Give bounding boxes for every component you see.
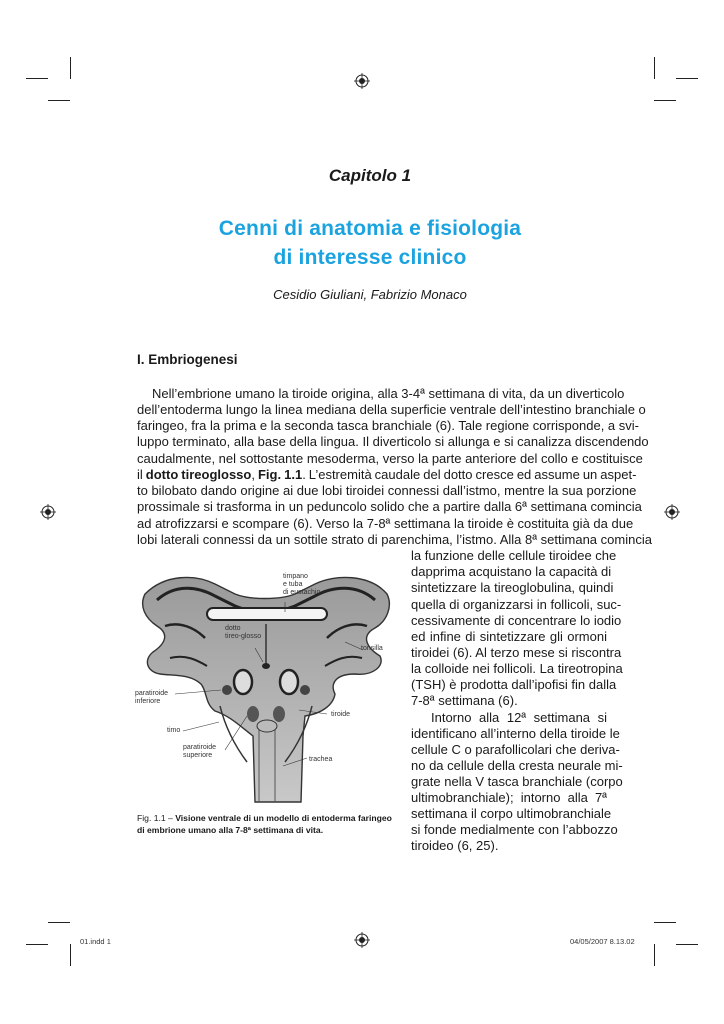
right-column-line: sintetizzare la tireoglobulina, quindi [411,580,614,595]
body-line: dell’entoderma lungo la linea mediana della superficie ventrale dell’intestino branchiale o [137,402,646,417]
right-column-line: dapprima acquistano la capacità di [411,564,612,579]
right-column-line: cessivamente di concentrare lo iodio [411,613,622,628]
right-column-line: no da cellule della cresta neurale mi- [411,758,623,773]
right-column-line: cellule C o parafollicolari che deriva- [411,742,620,757]
registration-mark-left-icon [40,504,56,520]
chapter-title-line-2: di interesse clinico [273,246,467,269]
crop-mark-tr-h [676,78,698,79]
right-column-line: ed infine di sintetizzare gli ormoni [411,629,607,644]
crop-mark-bl-h [48,922,70,923]
body-line-start: il [137,467,146,482]
figure-pharyngeal-endoderm [135,566,397,808]
label-di-eustachio: di eustachio [283,589,321,596]
label-paratiroide-inferiore-1: paratiroide [135,690,169,697]
figure-caption [137,813,407,836]
right-column-line: si fonde medialmente con l’abbozzo [411,822,618,837]
crop-mark-br-h2 [676,944,698,945]
registration-mark-right-icon [664,504,680,520]
crop-mark-bl-h2 [26,944,48,945]
section-heading: I. Embriogenesi [137,352,238,367]
body-line: to bilobato dando origine ai due lobi tiroidei connessi dall’istmo, mentre la sua porzione [137,483,637,498]
chapter-label: Capitolo 1 [328,166,412,185]
crop-mark-tl-h [26,78,48,79]
body-line: lobi laterali connessi da un sottile strato di parenchima, l’istmo. Alla 8ª settimana comincia [137,532,652,547]
label-timpano: timpano [283,573,308,580]
right-column-line: identificano all’interno della tiroide le [411,726,620,741]
term-dotto-tireoglosso: dotto tireoglosso [145,467,252,482]
label-paratiroide-inferiore-2: inferiore [135,698,161,705]
body-line: ad atrofizzarsi e scompare (6). Verso la 7-8ª settimana la tiroide è costituita già da due [137,516,634,531]
crop-mark-br-h [654,922,676,923]
body-line [137,467,637,483]
body-line: Nell’embrione umano la tiroide origina, alla 3-4ª settimana di vita, da un diverticolo [152,386,625,401]
label-timo: timo [167,727,181,734]
crop-mark-tr-v [654,57,655,79]
caption-text-2: di embrione umano alla 7-8ª settimana di vita. [137,824,324,835]
body-line: luppo terminato, alla base della lingua. Il diverticolo si allunga e si canalizza discendendo [137,434,649,449]
right-column-line: (TSH) è prodotta dall’ipofisi fin dalla [411,677,617,692]
label-trachea: trachea [309,756,333,763]
label-tonsilla: tonsilla [361,645,383,652]
body-line: caudalmente, nel sottostante mesoderma, verso la parte anteriore del collo e costituisce [137,451,643,466]
comma: , [251,467,258,482]
body-line: faringeo, fra la prima e la seconda tasca branchiale (6). Tale regione corrisponde, a svi- [137,418,639,433]
caption-text-1: Visione ventrale di un modello di entoderma faringeo [175,813,392,823]
crop-mark-br-v [654,944,655,966]
registration-mark-top-icon [354,73,370,89]
crop-mark-bl-v [70,944,71,966]
crop-mark-tl-h2 [48,100,70,101]
right-column-line: grate nella V tasca branchiale (corpo [411,774,623,789]
body-line-tail: . L’estremità caudale del dotto cresce ed assume un aspet- [302,467,637,482]
label-paratiroide-superiore-1: paratiroide [183,744,217,751]
crop-mark-tl-v [70,57,71,79]
footer-file-name: 01.indd 1 [80,937,111,946]
right-column-line: la funzione delle cellule tiroidee che [411,548,617,563]
caption-prefix: Fig. 1.1 – [137,813,176,823]
right-column-line: tiroidei (6). Al terzo mese si riscontra [411,645,622,660]
right-column-line: tiroideo (6, 25). [411,838,499,853]
right-column-line: quella di organizzarsi in follicoli, suc- [411,597,622,612]
right-column-line: la colloide nei follicoli. La tireotropina [411,661,623,676]
body-line: prossimale si trasforma in un peduncolo solido che a partire dalla 6ª settimana comincia [137,499,642,514]
authors: Cesidio Giuliani, Fabrizio Monaco [273,287,467,302]
footer-timestamp: 04/05/2007 8.13.02 [570,937,635,946]
chapter-title-line-1: Cenni di anatomia e fisiologia [218,217,522,240]
right-column-line: ultimobranchiale); intorno alla 7ª [411,790,607,805]
label-e-tuba: e tuba [283,581,303,588]
right-column-line: Intorno alla 12ª settimana si [431,710,607,725]
right-column-line: settimana il corpo ultimobranchiale [411,806,612,821]
registration-mark-bottom-icon [354,932,370,948]
anatomical-illustration [135,566,397,808]
label-tireo-glosso: tireo-glosso [225,633,262,640]
label-dotto: dotto [225,625,241,632]
crop-mark-tr-h2 [654,100,676,101]
right-column-line: 7-8ª settimana (6). [411,693,518,708]
figure-reference-link[interactable]: Fig. 1.1 [257,467,303,482]
label-tiroide: tiroide [331,711,351,718]
label-paratiroide-superiore-2: superiore [183,752,213,759]
